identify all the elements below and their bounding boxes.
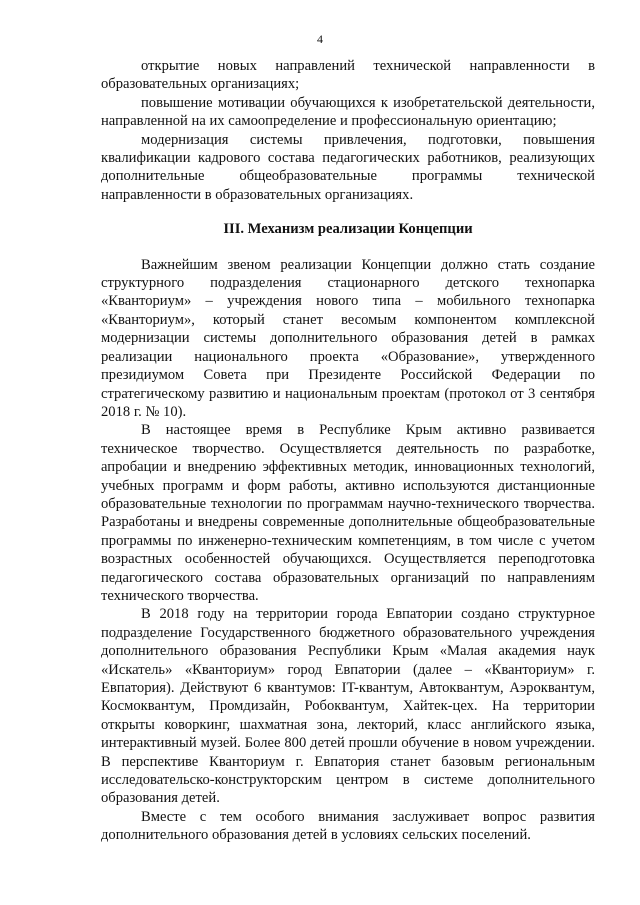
body-paragraph: Вместе с тем особого внимания заслуживает вопрос развития дополнительного образования детей в условиях сельских поселений. [101, 808, 595, 844]
page-number: 4 [317, 32, 323, 46]
body-paragraph: В 2018 году на территории города Евпатории создано структурное подразделение Государственного бюджетного образовательного учреждения дополнительного образования Республики Крым «Малая академия наук «Искатель» «Кванториум» город Евпатории (далее – «Кванториум» г. Евпатория). Действуют 6 квантумов: IT-квантум, Автоквантум, Аэроквантум, Космоквантум, Промдизайн, Робоквантум, Хайтек-цех. На территории открыты коворкинг, шахматная зона, лекторий, класс английского языка, интерактивный музей. Более 800 детей прошли обучение в новом учреждении. В перспективе Кванториум г. Евпатория станет базовым региональным исследовательско-конструкторским центром в системе дополнительного образования детей. [101, 606, 595, 807]
intro-item: открытие новых направлений технической направленности в образовательных организациях; [101, 58, 595, 93]
body-paragraph: Важнейшим звеном реализации Концепции должно стать создание структурного подразделения стационарного детского технопарка «Кванториум» – учреждения нового типа – мобильного технопарка «Кванториум», который станет весомым компонентом комплексной модернизации системы дополнительного образования детей в рамках реализации национального проекта «Образование», утвержденного президиумом Совета при Президенте Российской Федерации по стратегическому развитию и национальным проектам (протокол от 3 сентября 2018 г. № 10). [101, 256, 595, 420]
body-paragraph: В настоящее время в Республике Крым активно развивается техническое творчество. Осуществляется деятельность по разработке, апробации и внедрению эффективных методик, инновационных технологий, учебных программ и форм работы, активно используются дистанционные образовательные технологии по программам научно-технического творчества. Разработаны и внедрены современные дополнительные общеобразовательные программы по инженерно-техническим компетенциям, в том числе с учетом возрастных особенностей обучающихся. Осуществляется переподготовка педагогического состава образовательных организаций по направлениям технического творчества. [101, 422, 595, 604]
intro-item: повышение мотивации обучающихся к изобретательской деятельности, направленной на их самоопределение и профессиональную ориентацию; [101, 94, 595, 130]
intro-item: модернизация системы привлечения, подготовки, повышения квалификации кадрового состава педагогических работников, реализующих дополнительные общеобразовательные программы технической направленности в образовательных организациях. [101, 131, 595, 203]
page-content [101, 57, 595, 845]
section-heading: III. Механизм реализации Концепции [223, 221, 473, 238]
